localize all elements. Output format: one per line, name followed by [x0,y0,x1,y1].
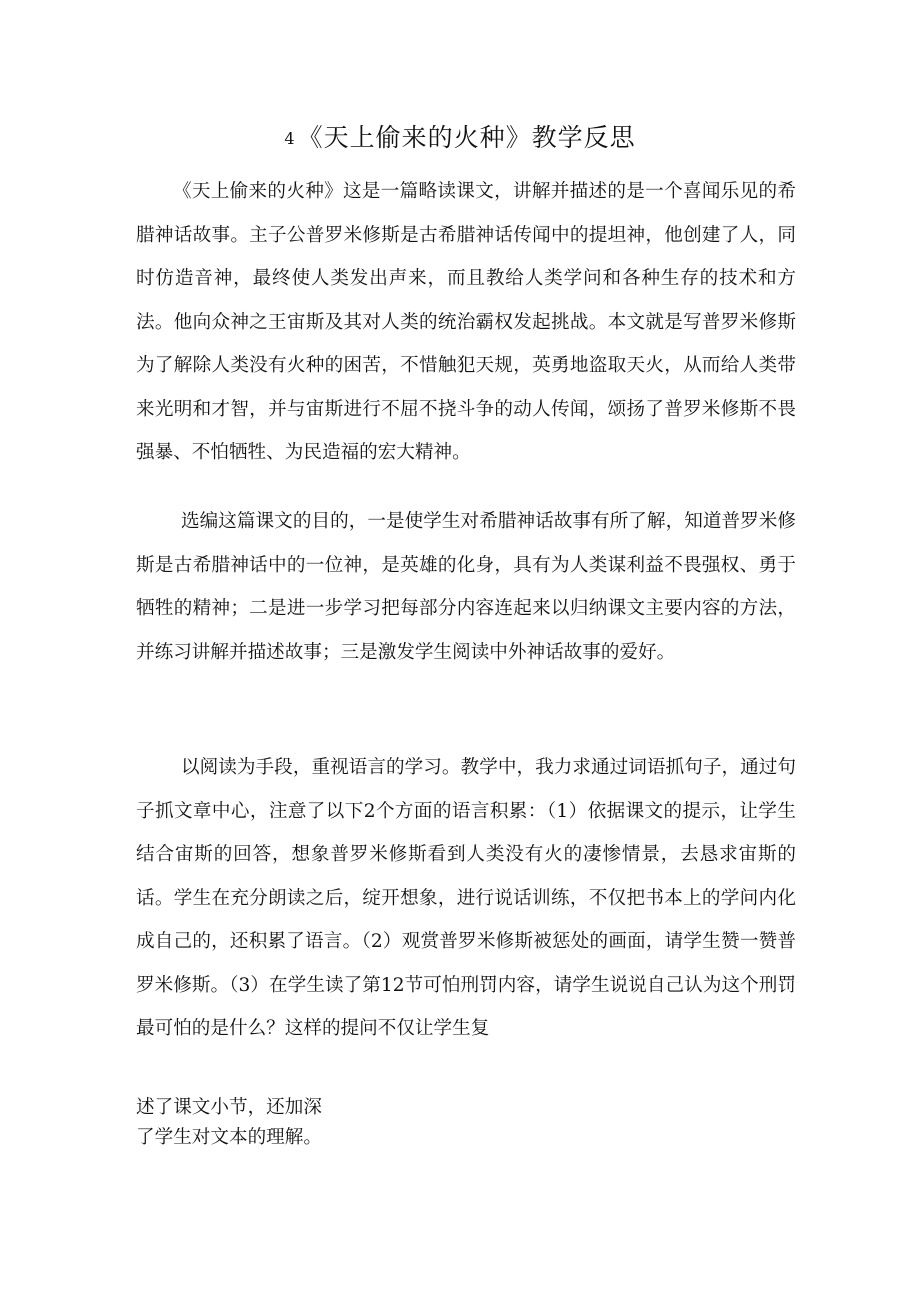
title-text: 《天上偷来的火种》教学反思 [297,123,636,152]
paragraph-purpose: 选编这篇课文的目的，一是使学生对希腊神话故事有所了解，知道普罗米修斯是古希腊神话中的一位神，是英雄的化身，具有为人类谋利益不畏强权、勇于牺牲的精神；二是进一步学习把每部分内容连起来以归纳课文主要内容的方法，并练习讲解并描述故事；三是激发学生阅读中外神话故事的爱好。 [136,511,796,663]
document-title [0,118,920,159]
paragraph-tail-line-2: 了学生对文本的理解。 [136,1127,322,1148]
paragraph-intro: 《天上偷来的火种》这是一篇略读课文，讲解并描述的是一个喜闻乐见的希腊神话故事。主子公普罗米修斯是古希腊神话传闻中的提坦神，他创建了人，同时仿造音神，最终使人类发出声来，而且教给人类学问和各种生存的技术和方法。他向众神之王宙斯及其对人类的统治霸权发起挑战。本文就是写普罗米修斯为了解除人类没有火种的困苦，不惜触犯天规，英勇地盗取天火，从而给人类带来光明和才智，并与宙斯进行不屈不挠斗争的动人传闻，颂扬了普罗米修斯不畏强暴、不怕牺牲、为民造福的宏大精神。 [136,181,796,463]
paragraph-tail-line-1: 述了课文小节，还加深 [136,1097,322,1118]
title-number: 4 [284,129,296,148]
paragraph-reading: 以阅读为手段，重视语言的学习。教学中，我力求通过词语抓句子，通过句子抓文章中心，注意了以下2个方面的语言积累：（1）依据课文的提示，让学生结合宙斯的回答，想象普罗米修斯看到人类没有火的凄惨情景，去恳求宙斯的话。学生在充分朗读之后，绽开想象，进行说话训练，不仅把书本上的学问内化成自己的，还积累了语言。（2）观赏普罗米修斯被惩处的画面，请学生赞一赞普罗米修斯。（3）在学生读了第12节可怕刑罚内容，请学生说说自己认为这个刑罚最可怕的是什么？这样的提问不仅让学生复 [136,757,796,1039]
